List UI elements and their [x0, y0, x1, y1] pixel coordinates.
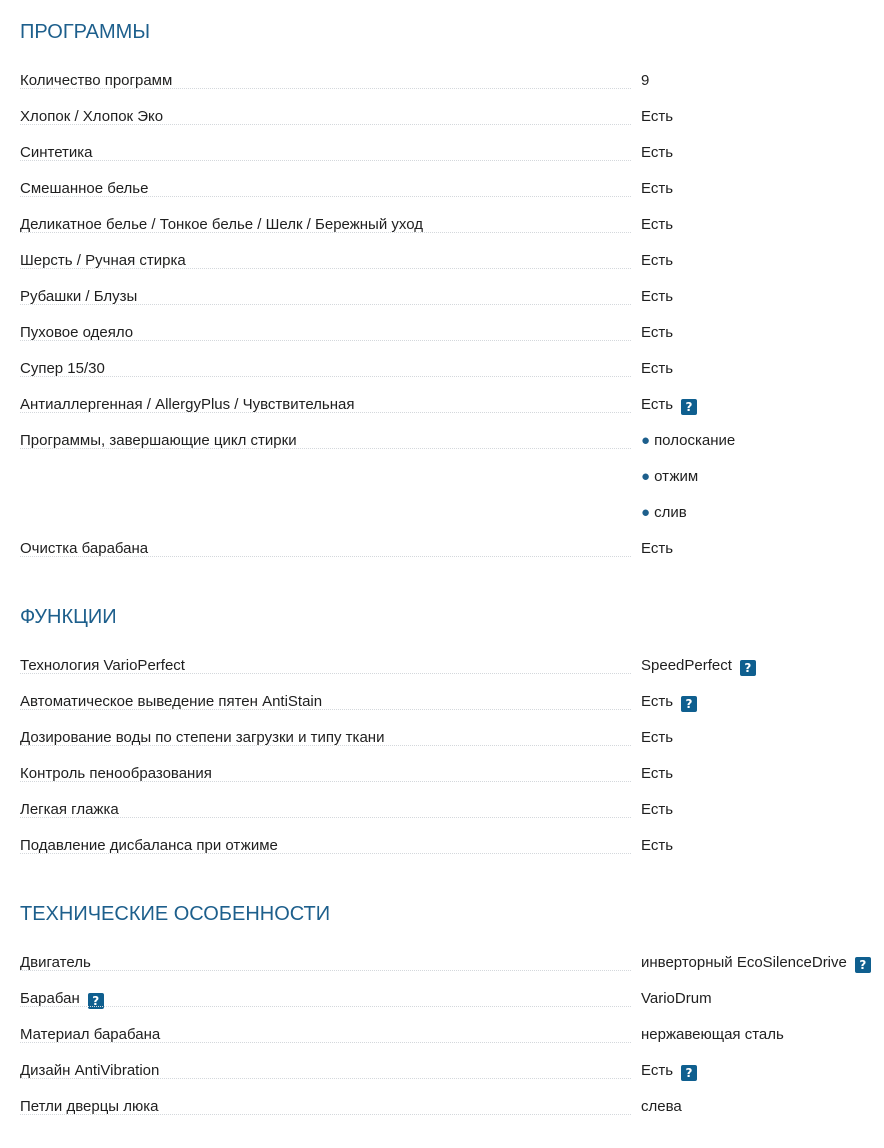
spec-label: Подавление дисбаланса при отжиме: [20, 837, 278, 854]
row-divider: [20, 232, 631, 233]
spec-label: Смешанное белье: [20, 180, 149, 197]
row-divider: [20, 709, 631, 710]
spec-row: [0, 100, 884, 136]
spec-row: [0, 388, 884, 424]
spec-value: инверторный EcoSilenceDrive: [641, 954, 847, 971]
row-divider: [20, 376, 631, 377]
spec-value: Есть: [641, 360, 674, 377]
spec-label: Хлопок / Хлопок Эко: [20, 108, 164, 125]
spec-row: [0, 136, 884, 172]
spec-value: нержавеющая сталь: [641, 1026, 784, 1043]
spec-row: [0, 244, 884, 280]
spec-label: Очистка барабана: [20, 540, 149, 557]
row-divider: [20, 268, 631, 269]
spec-value-wrap: [641, 396, 697, 415]
spec-row: [0, 1018, 884, 1054]
spec-value: Есть: [641, 180, 674, 197]
spec-row: [0, 208, 884, 244]
spec-value: Есть: [641, 324, 674, 341]
spec-value: Есть: [641, 288, 674, 305]
spec-label: Дизайн AntiVibration: [20, 1062, 160, 1079]
help-icon[interactable]: ?: [681, 696, 697, 712]
spec-label: Деликатное белье / Тонкое белье / Шелк / Бережный уход: [20, 216, 423, 233]
spec-label: Шерсть / Ручная стирка: [20, 252, 186, 269]
spec-value: Есть: [641, 216, 674, 233]
row-divider: [20, 853, 631, 854]
spec-value: Есть: [641, 693, 674, 710]
row-divider: [20, 412, 631, 413]
row-divider: [20, 1006, 631, 1007]
spec-row: [0, 280, 884, 316]
bullet-item: [641, 432, 735, 450]
spec-value: SpeedPerfect: [641, 657, 732, 674]
help-icon[interactable]: ?: [681, 399, 697, 415]
spec-value-wrap: [641, 954, 871, 973]
bullet-text: отжим: [654, 468, 699, 485]
spec-value: Есть: [641, 540, 674, 557]
row-divider: [20, 340, 631, 341]
row-divider: [20, 448, 631, 449]
spec-row: [0, 316, 884, 352]
section-title: ФУНКЦИИ: [20, 606, 117, 628]
spec-row: [0, 829, 884, 865]
spec-label: Барабан: [20, 990, 80, 1007]
spec-label: Синтетика: [20, 144, 93, 161]
bullet-text: слив: [654, 504, 687, 521]
row-divider: [20, 1042, 631, 1043]
spec-value: Есть: [641, 144, 674, 161]
spec-row: [0, 1090, 884, 1126]
help-icon[interactable]: ?: [88, 993, 104, 1009]
spec-value: Есть: [641, 837, 674, 854]
section-title: ПРОГРАММЫ: [20, 21, 151, 43]
spec-label: Пуховое одеяло: [20, 324, 134, 341]
spec-value-wrap: [641, 693, 697, 712]
row-divider: [20, 124, 631, 125]
spec-row: [0, 424, 884, 532]
help-icon[interactable]: ?: [855, 957, 871, 973]
bullet-icon: ●: [641, 504, 651, 521]
spec-row: [0, 172, 884, 208]
spec-label: Автоматическое выведение пятен AntiStain: [20, 693, 323, 710]
spec-value: Есть: [641, 108, 674, 125]
spec-label: Антиаллергенная / AllergyPlus / Чувствительная: [20, 396, 355, 413]
row-divider: [20, 1078, 631, 1079]
spec-label: Количество программ: [20, 72, 173, 89]
row-divider: [20, 781, 631, 782]
row-divider: [20, 88, 631, 89]
spec-label: Рубашки / Блузы: [20, 288, 138, 305]
spec-row: [0, 64, 884, 100]
spec-row: [0, 649, 884, 685]
row-divider: [20, 970, 631, 971]
bullet-icon: ●: [641, 468, 651, 485]
spec-row: [0, 532, 884, 568]
section-title: ТЕХНИЧЕСКИЕ ОСОБЕННОСТИ: [20, 903, 331, 925]
spec-value: Есть: [641, 396, 674, 413]
spec-label: Петли дверцы люка: [20, 1098, 159, 1115]
spec-row: [0, 982, 884, 1018]
spec-row: [0, 685, 884, 721]
spec-label: Супер 15/30: [20, 360, 105, 377]
row-divider: [20, 673, 631, 674]
spec-label: Дозирование воды по степени загрузки и типу ткани: [20, 729, 385, 746]
row-divider: [20, 1114, 631, 1115]
spec-label: Материал барабана: [20, 1026, 161, 1043]
spec-value-wrap: [641, 1062, 697, 1081]
spec-value: Есть: [641, 729, 674, 746]
spec-value: VarioDrum: [641, 990, 712, 1007]
spec-value: Есть: [641, 801, 674, 818]
spec-label: Контроль пенообразования: [20, 765, 212, 782]
spec-label: Технология VarioPerfect: [20, 657, 185, 674]
spec-value: Есть: [641, 252, 674, 269]
row-divider: [20, 196, 631, 197]
spec-value: Есть: [641, 1062, 674, 1079]
spec-row: [0, 1054, 884, 1090]
spec-value: Есть: [641, 765, 674, 782]
row-divider: [20, 160, 631, 161]
row-divider: [20, 556, 631, 557]
spec-value-wrap: [641, 657, 756, 676]
row-divider: [20, 745, 631, 746]
spec-label: Легкая глажка: [20, 801, 119, 818]
row-divider: [20, 304, 631, 305]
help-icon[interactable]: ?: [681, 1065, 697, 1081]
bullet-icon: ●: [641, 432, 651, 449]
spec-value: слева: [641, 1098, 682, 1115]
spec-value: 9: [641, 72, 650, 89]
spec-row: [0, 721, 884, 757]
spec-row: [0, 352, 884, 388]
spec-row: [0, 757, 884, 793]
spec-label: Двигатель: [20, 954, 91, 971]
spec-row: [0, 946, 884, 982]
bullet-item: [641, 468, 698, 486]
row-divider: [20, 817, 631, 818]
spec-row: [0, 793, 884, 829]
bullet-item: [641, 504, 687, 522]
spec-label: Программы, завершающие цикл стирки: [20, 432, 297, 449]
bullet-text: полоскание: [654, 432, 736, 449]
help-icon[interactable]: ?: [740, 660, 756, 676]
